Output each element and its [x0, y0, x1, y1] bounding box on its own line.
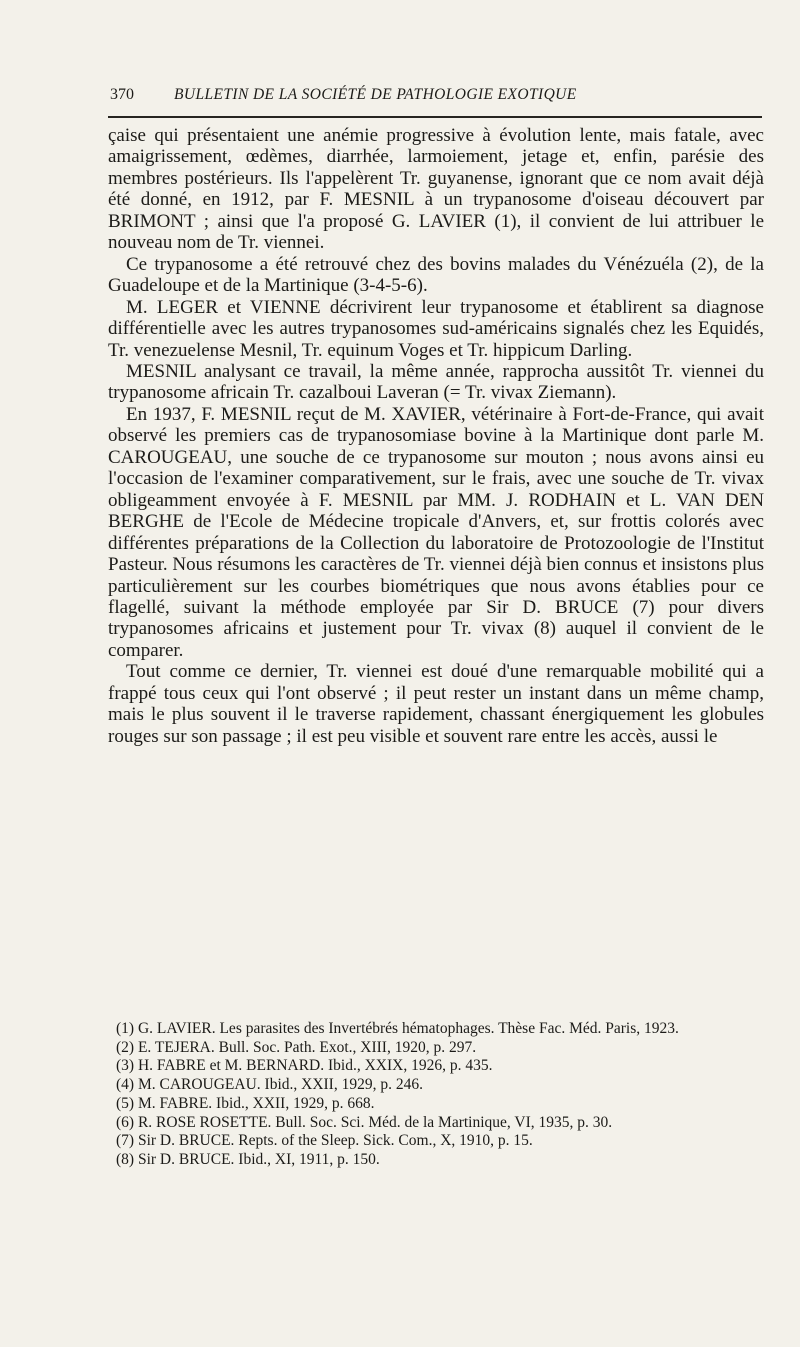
- paragraph: çaise qui présentaient une anémie progressive à évolution lente, mais fatale, avec amaigrissement, œdèmes, diarrhée, larmoiement, jetage et, enfin, parésie des membres postérieurs. Ils l'appelèrent Tr. guyanense, ignorant que ce nom avait déjà été donné, en 1912, par F. MESNIL à un trypanosome d'oiseau découvert par BRIMONT ; ainsi que l'a proposé G. LAVIER (1), il convient de lui attribuer le nouveau nom de Tr. viennei.: [108, 125, 764, 254]
- page-header: [110, 86, 770, 112]
- paragraph: Tout comme ce dernier, Tr. viennei est doué d'une remarquable mobilité qui a frappé tous ceux qui l'ont observé ; il peut rester un instant dans un même champ, mais le plus souvent il le traverse rapidement, chassant énergiquement les globules rouges sur son passage ; il est peu visible et souvent rare entre les accès, aussi le: [108, 661, 764, 747]
- running-title: BULLETIN DE LA SOCIÉTÉ DE PATHOLOGIE EXOTIQUE: [174, 86, 577, 103]
- footnote: (6) R. ROSE ROSETTE. Bull. Soc. Sci. Méd. de la Martinique, VI, 1935, p. 30.: [116, 1113, 613, 1131]
- paragraph: M. LEGER et VIENNE décrivirent leur trypanosome et établirent sa diagnose différentielle avec les autres trypanosomes sud-américains signalés chez les Equidés, Tr. venezuelense Mesnil, Tr. equinum Voges et Tr. hippicum Darling.: [108, 296, 764, 361]
- paragraph: En 1937, F. MESNIL reçut de M. XAVIER, vétérinaire à Fort-de-France, qui avait observé les premiers cas de trypanosomiase bovine à la Martinique dont parle M. CAROUGEAU, une souche de ce trypanosome sur mouton ; nous avons ainsi eu l'occasion de l'examiner comparativement, sur le frais, avec une souche de Tr. vivax obligeamment envoyée à F. MESNIL par MM. J. RODHAIN et L. VAN DEN BERGHE de l'Ecole de Médecine tropicale d'Anvers, et, sur frottis colorés avec différentes préparations de la Collection du laboratoire de Protozoologie de l'Institut Pasteur. Nous résumons les caractères de Tr. viennei déjà bien connus et insistons plus particulièrement sur les courbes biométriques que nous avons établies pour ce flagellé, suivant la méthode employée par Sir D. BRUCE (7) pour divers trypanosomes africains et justement pour Tr. vivax (8) auquel il convient de le comparer.: [108, 403, 764, 661]
- footnote: (1) G. LAVIER. Les parasites des Invertébrés hématophages. Thèse Fac. Méd. Paris, 1923.: [116, 1020, 679, 1037]
- footnote: (2) E. TEJERA. Bull. Soc. Path. Exot., XIII, 1920, p. 297.: [116, 1038, 477, 1056]
- footnote: (7) Sir D. BRUCE. Repts. of the Sleep. Sick. Com., X, 1910, p. 15.: [116, 1132, 533, 1150]
- body-text: [108, 125, 764, 747]
- footnotes: [108, 1020, 764, 1170]
- page-number: 370: [110, 86, 134, 103]
- footnote: (4) M. CAROUGEAU. Ibid., XXII, 1929, p. 246.: [116, 1076, 423, 1094]
- paragraph: Ce trypanosome a été retrouvé chez des bovins malades du Vénézuéla (2), de la Guadeloupe et de la Martinique (3-4-5-6).: [108, 253, 764, 297]
- footnote: (5) M. FABRE. Ibid., XXII, 1929, p. 668.: [116, 1094, 375, 1112]
- paragraph: MESNIL analysant ce travail, la même année, rapprocha aussitôt Tr. viennei du trypanosome africain Tr. cazalboui Laveran (= Tr. vivax Ziemann).: [108, 360, 764, 404]
- footnote: (3) H. FABRE et M. BERNARD. Ibid., XXIX, 1926, p. 435.: [116, 1057, 493, 1075]
- footnote: (8) Sir D. BRUCE. Ibid., XI, 1911, p. 150.: [116, 1150, 380, 1168]
- header-rule: [108, 116, 762, 118]
